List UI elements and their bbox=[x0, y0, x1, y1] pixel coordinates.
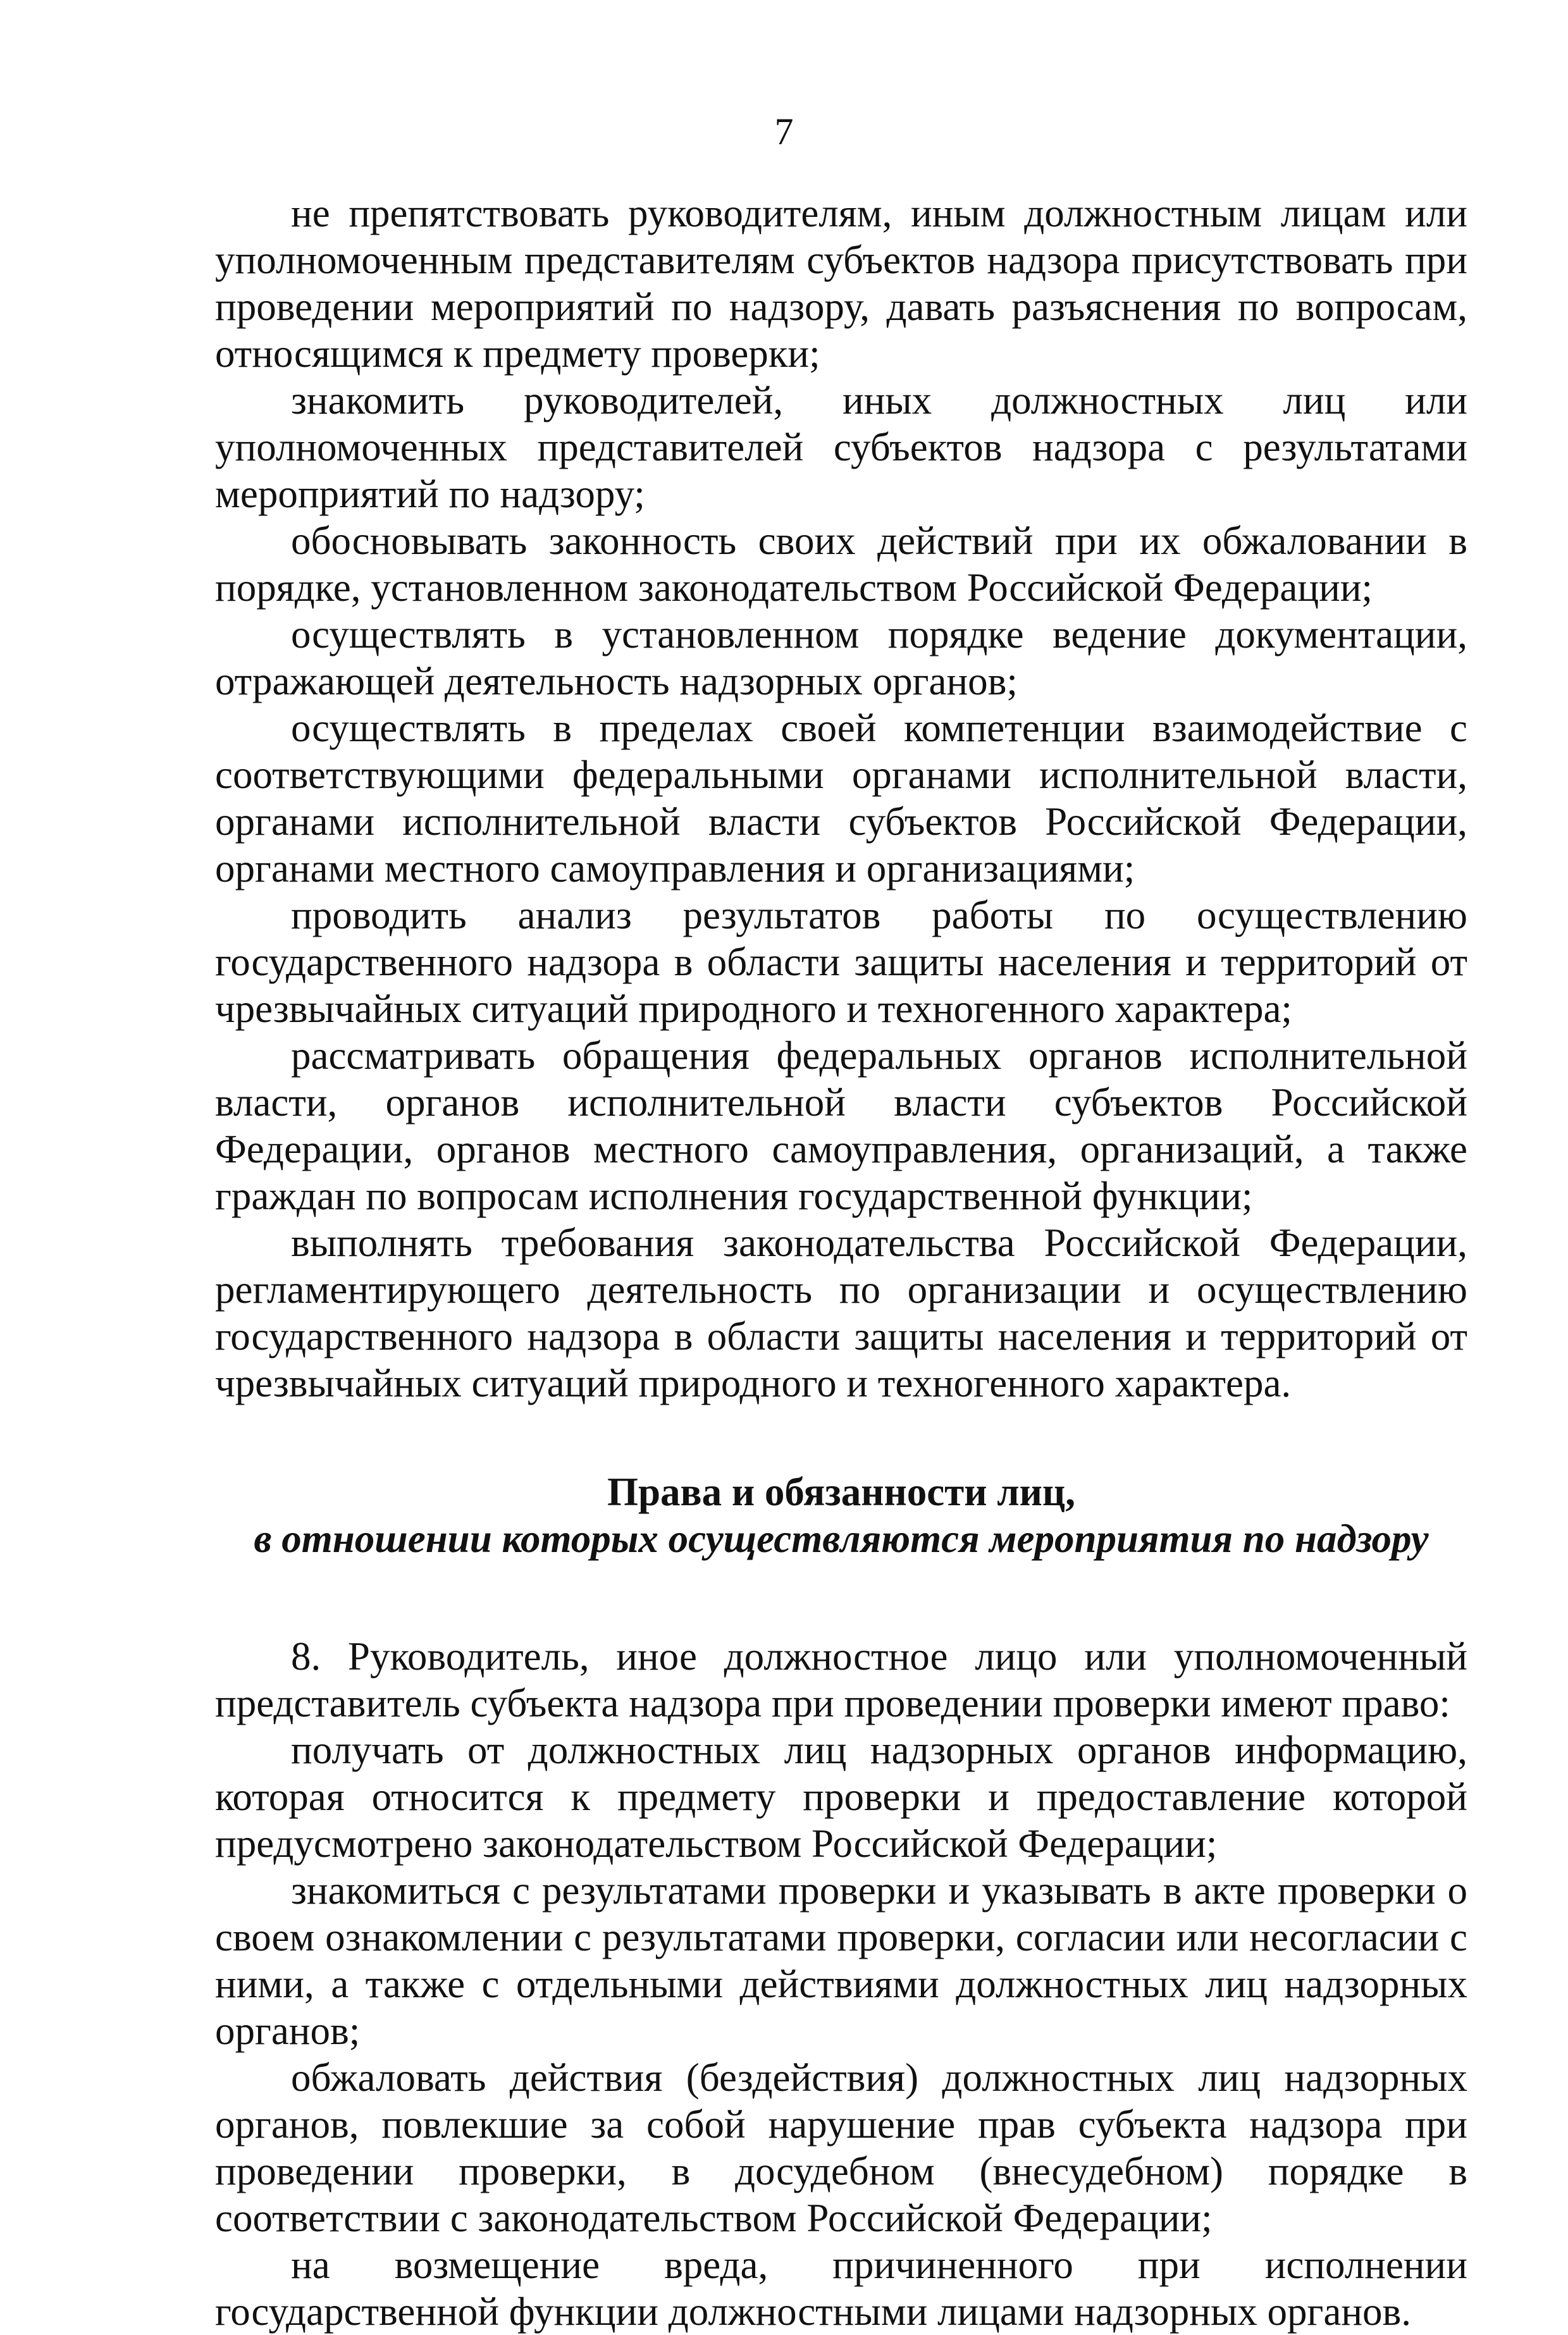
paragraph: проводить анализ результатов работы по осуществлению государственного надзора в области защиты населения и территорий от чрезвычайных ситуаций природного и техногенного характера; bbox=[215, 893, 1467, 1031]
section-heading bbox=[215, 1469, 1467, 1562]
paragraph: выполнять требования законодательства Российской Федерации, регламентирующего деятельность по организации и осуществлению государственного надзора в области защиты населения и территорий от чрезвычайных ситуаций природного и техногенного характера. bbox=[215, 1221, 1467, 1405]
paragraph: обжаловать действия (бездействия) должностных лиц надзорных органов, повлекшие за собой нарушение прав субъекта надзора при проведении проверки, в досудебном (внесудебном) порядке в соответствии с законодательством Российской Федерации; bbox=[215, 2055, 1467, 2240]
section-heading-line1: Права и обязанности лиц, bbox=[607, 1470, 1075, 1514]
paragraph: осуществлять в установленном порядке ведение документации, отражающей деятельность надзорных органов; bbox=[215, 612, 1467, 703]
page-number: 7 bbox=[774, 111, 794, 152]
paragraph: обосновывать законность своих действий при их обжаловании в порядке, установленном законодательством Российской Федерации; bbox=[215, 519, 1467, 610]
paragraph: рассматривать обращения федеральных органов исполнительной власти, органов исполнительной власти субъектов Российской Федерации, органов местного самоуправления, организаций, а также граждан по вопросам исполнения государственной функции; bbox=[215, 1033, 1467, 1218]
paragraph: знакомить руководителей, иных должностных лиц или уполномоченных представителей субъектов надзора с результатами мероприятий по надзору; bbox=[215, 378, 1467, 516]
paragraph: осуществлять в пределах своей компетенции взаимодействие с соответствующими федеральными органами исполнительной власти, органами исполнительной власти субъектов Российской Федерации, органами местного самоуправления и организациями; bbox=[215, 706, 1467, 890]
section-heading-line2: в отношении которых осуществляются мероприятия по надзору bbox=[254, 1517, 1429, 1561]
document-body bbox=[215, 190, 1467, 2335]
paragraph: на возмещение вреда, причиненного при исполнении государственной функции должностными лицами надзорных органов. bbox=[215, 2243, 1467, 2334]
paragraph: 8. Руководитель, иное должностное лицо или уполномоченный представитель субъекта надзора при проведении проверки имеют право: bbox=[215, 1634, 1467, 1725]
paragraph: получать от должностных лиц надзорных органов информацию, которая относится к предмету проверки и предоставление которой предусмотрено законодательством Российской Федерации; bbox=[215, 1728, 1467, 1866]
paragraph: не препятствовать руководителям, иным должностным лицам или уполномоченным представителям субъектов надзора присутствовать при проведении мероприятий по надзору, давать разъяснения по вопросам, относящимся к предмету проверки; bbox=[215, 191, 1467, 376]
paragraph: знакомиться с результатами проверки и указывать в акте проверки о своем ознакомлении с результатами проверки, согласии или несогласии с ними, а также с отдельными действиями должностных лиц надзорных органов; bbox=[215, 1868, 1467, 2053]
